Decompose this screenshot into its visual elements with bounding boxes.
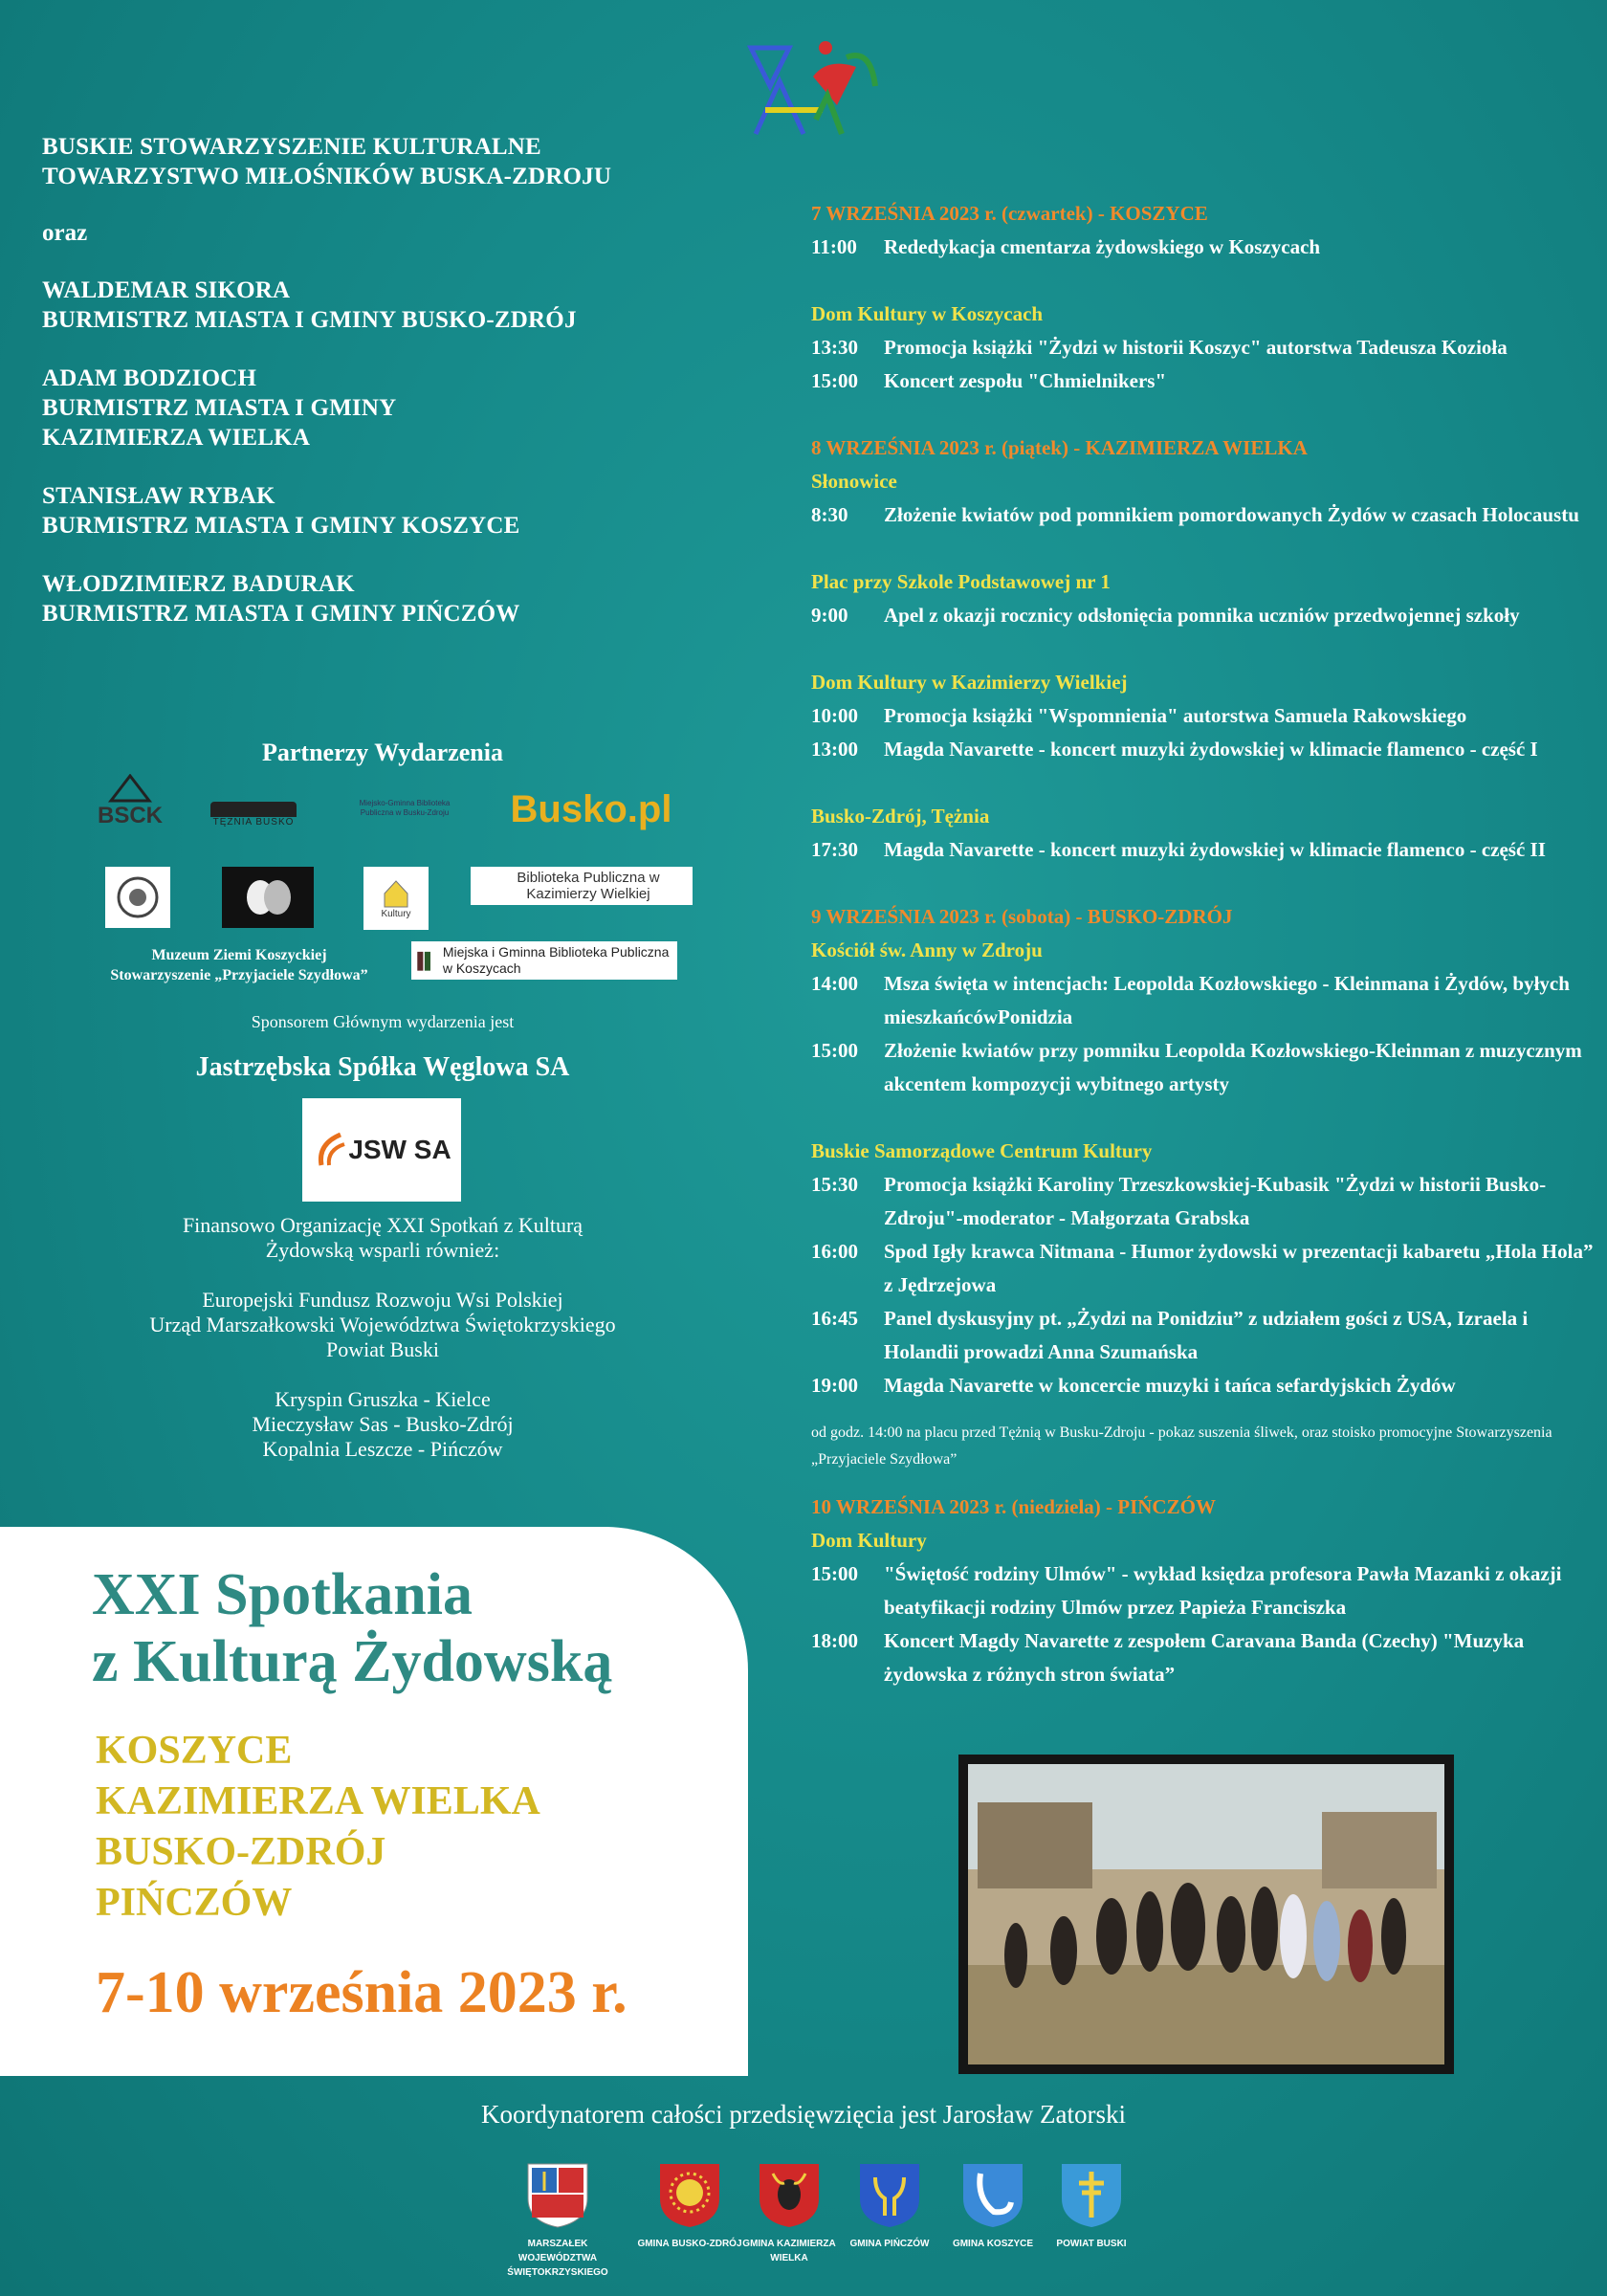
program-description: Złożenie kwiatów przy pomniku Leopolda Kozłowskiego-Kleinman z muzycznym akcentem kompozycji wybitnego artysty [884, 1039, 1582, 1095]
funding-list [77, 1213, 689, 1487]
program-entry [811, 1624, 1596, 1691]
oraz-label: oraz [42, 220, 88, 246]
swietokrzyskie-crest-icon [524, 2160, 591, 2229]
program-entry [811, 1235, 1596, 1302]
bsck-logo [92, 763, 168, 840]
day-heading: 7 WRZEŚNIA 2023 r. (czwartek) - KOSZYCE [811, 202, 1208, 225]
partners-title: Partnerzy Wydarzenia [262, 739, 503, 766]
spacer [811, 532, 1596, 565]
funding-block [77, 1387, 689, 1462]
busko-pl-logo [510, 784, 672, 834]
event-title [92, 1561, 742, 1695]
town: PIŃCZÓW [96, 1881, 293, 1925]
program-time: 14:00 [811, 972, 858, 995]
program-time: 9:00 [811, 604, 848, 627]
museum-crest-logo [105, 867, 170, 928]
program-time: 15:30 [811, 1173, 858, 1196]
program-description: Msza święta w intencjach: Leopolda Kozłowskiego - Kleinmana i Żydów, byłych mieszkańcówPonidzia [884, 972, 1570, 1028]
kazimierza-library-logo [471, 867, 693, 905]
teznia-logo [205, 792, 302, 836]
jsw-logo-text: JSW SA [348, 1135, 451, 1164]
program-description: "Świętość rodziny Ulmów" - wykład księdza profesora Pawła Mazanki z okazji beatyfikacji rodziny Ulmów przez Papieża Franciszka [884, 1562, 1562, 1619]
program-entry [811, 967, 1596, 1034]
venue-heading: Słonowice [811, 470, 897, 493]
program-time: 15:00 [811, 369, 858, 392]
venue-heading: Busko-Zdrój, Tężnia [811, 805, 990, 828]
program-description: Spod Igły krawca Nitmana - Humor żydowski w prezentacji kabaretu „Hola Hola” z Jędrzejowa [884, 1240, 1594, 1296]
program-time: 18:00 [811, 1629, 858, 1652]
towns-list [96, 1726, 670, 1929]
venue-heading: Buskie Samorządowe Centrum Kultury [811, 1139, 1153, 1162]
funding-line: Żydowską wsparli również: [265, 1238, 500, 1262]
program-description: Koncert Magdy Navarette z zespołem Caravana Banda (Czechy) "Muzyka żydowska z różnych stron świata” [884, 1629, 1525, 1686]
museum-caption-line: Muzeum Ziemi Koszyckiej [151, 947, 327, 963]
program-entry [811, 699, 1596, 733]
kazimierza-crest-icon [756, 2160, 823, 2229]
town: BUSKO-ZDRÓJ [96, 1830, 386, 1874]
program-time: 15:00 [811, 1039, 858, 1062]
organizers [42, 132, 769, 657]
organizer-line: BURMISTRZ MIASTA I GMINY [42, 395, 397, 421]
jsw-logo [302, 1098, 461, 1202]
organizer-line: WALDEMAR SIKORA [42, 277, 291, 303]
venue-heading: Kościół św. Anny w Zdroju [811, 938, 1043, 961]
program [811, 197, 1596, 1691]
program-entry [811, 1369, 1596, 1402]
program-entry [811, 1034, 1596, 1101]
event-title-line: z Kulturą Żydowską [92, 1629, 613, 1694]
town: KAZIMIERZA WIELKA [96, 1779, 540, 1823]
painting-image [958, 1755, 1454, 2074]
teznia-logo-text: TĘŻNIA BUSKO [212, 816, 295, 828]
program-description: Rededykacja cmentarza żydowskiego w Koszycach [884, 235, 1321, 258]
program-description: Złożenie kwiatów pod pomnikiem pomordowanych Żydów w czasach Holocaustu [884, 503, 1579, 526]
organizer-block [42, 132, 769, 191]
program-entry [811, 1557, 1596, 1624]
sponsor-name: Jastrzębska Spółka Węglowa SA [195, 1052, 570, 1082]
program-time: 10:00 [811, 704, 858, 727]
program-time: 16:45 [811, 1307, 858, 1330]
program-description: Promocja książki Karoliny Trzeszkowskiej-Kubasik "Żydzi w historii Busko-Zdroju"-moderator - Małgorzata Grabska [884, 1173, 1547, 1229]
busko-pl-logo-text: Busko.pl [510, 787, 672, 830]
organizer-block [42, 364, 769, 453]
program-entry [811, 331, 1596, 364]
busko-library-logo-text: Miejsko-Gminna Biblioteka Publiczna w Busku-Zdroju [359, 799, 451, 817]
bsck-logo-text: BSCK [97, 803, 163, 828]
program-description: Promocja książki "Żydzi w historii Koszyc" autorstwa Tadeusza Kozioła [884, 336, 1508, 359]
program-entry [811, 599, 1596, 632]
spacer [811, 1101, 1596, 1135]
program-time: 15:00 [811, 1562, 858, 1585]
program-entry [811, 833, 1596, 867]
spacer [811, 264, 1596, 298]
day-heading: 8 WRZEŚNIA 2023 r. (piątek) - KAZIMIERZA WIELKA [811, 436, 1308, 459]
funding-line: Finansowo Organizację XXI Spotkań z Kulturą [182, 1213, 583, 1237]
program-time: 17:30 [811, 838, 858, 861]
program-note: od godz. 14:00 na placu przed Tężnią w Busku-Zdroju - pokaz suszenia śliwek, oraz stoisko promocyjne Stowarzyszenia „Przyjaciele Szydłowa” [811, 1424, 1552, 1468]
crest-label: GMINA BUSKO-ZDRÓJ [637, 2239, 742, 2249]
organizer-line: TOWARZYSTWO MIŁOŚNIKÓW BUSKA-ZDROJU [42, 164, 612, 189]
festival-logo-icon [732, 29, 885, 144]
program-description: Panel dyskusyjny pt. „Żydzi na Ponidziu” z udziałem gości z USA, Izraela i Holandii prowadzi Anna Szumańska [884, 1307, 1529, 1363]
sponsor-intro: Sponsorem Głównym wydarzenia jest [251, 1012, 515, 1031]
event-dates: 7-10 września 2023 r. [96, 1960, 627, 2025]
spacer [811, 1473, 1596, 1490]
kultury-logo [363, 867, 429, 930]
funding-line: Kopalnia Leszcze - Pińczów [262, 1437, 503, 1461]
crest-label: MARSZAŁEK WOJEWÓDZTWA ŚWIĘTOKRZYSKIEGO [507, 2239, 608, 2278]
program-time: 13:00 [811, 738, 858, 761]
organizer-block [42, 276, 769, 335]
program-time: 19:00 [811, 1374, 858, 1397]
powiat-buski-crest-icon [1058, 2160, 1125, 2229]
program-description: Magda Navarette - koncert muzyki żydowskiej w klimacie flamenco - część II [884, 838, 1546, 861]
funding-line: Urząd Marszałkowski Województwa Świętokrzyskiego [149, 1313, 616, 1336]
organizer-line: ADAM BODZIOCH [42, 365, 257, 391]
busko-library-logo [356, 781, 453, 836]
program-entry [811, 1168, 1596, 1235]
museum-caption [67, 945, 411, 985]
funding-line: Europejski Fundusz Rozwoju Wsi Polskiej [202, 1288, 563, 1312]
program-description: Apel z okazji rocznicy odsłonięcia pomnika uczniów przedwojennej szkoły [884, 604, 1520, 627]
organizer-line: BURMISTRZ MIASTA I GMINY BUSKO-ZDRÓJ [42, 307, 577, 333]
funding-line: Mieczysław Sas - Busko-Zdrój [252, 1412, 514, 1436]
organizer-line: KAZIMIERZA WIELKA [42, 425, 311, 451]
koszyce-library-logo [411, 941, 677, 980]
theatre-mask-icon [239, 876, 297, 918]
venue-heading: Dom Kultury w Kazimierzy Wielkiej [811, 671, 1128, 694]
kultury-logo-text: Kultury [381, 908, 411, 919]
house-icon [382, 878, 410, 909]
program-description: Magda Navarette - koncert muzyki żydowskiej w klimacie flamenco - część I [884, 738, 1538, 761]
day-heading: 10 WRZEŚNIA 2023 r. (niedziela) - PIŃCZÓW [811, 1495, 1216, 1518]
program-time: 8:30 [811, 503, 848, 526]
jsw-flame-icon [312, 1131, 348, 1169]
kazimierza-library-logo-text: Biblioteka Publiczna w Kazimierzy Wielkiej [517, 870, 660, 902]
koszyce-crest-icon [959, 2160, 1026, 2229]
crest-label: POWIAT BUSKI [1056, 2239, 1127, 2249]
building-icon [210, 802, 297, 817]
program-entry [811, 231, 1596, 264]
organizer-line: BUSKIE STOWARZYSZENIE KULTURALNE [42, 134, 541, 160]
organizer-line: WŁODZIMIERZ BADURAK [42, 571, 355, 597]
coordinator-text: Koordynatorem całości przedsięwzięcia jest Jarosław Zatorski [481, 2100, 1126, 2129]
venue-heading: Dom Kultury [811, 1529, 927, 1552]
spacer [811, 632, 1596, 666]
koszyce-library-logo-text: Miejska i Gminna Biblioteka Publiczna w Koszycach [442, 944, 670, 976]
program-entry [811, 733, 1596, 766]
venue-heading: Plac przy Szkole Podstawowej nr 1 [811, 570, 1111, 593]
organizer-block [42, 569, 769, 629]
organizer-line: BURMISTRZ MIASTA I GMINY PIŃCZÓW [42, 601, 520, 627]
program-time: 13:30 [811, 336, 858, 359]
spacer [811, 1402, 1596, 1420]
program-description: Promocja książki "Wspomnienia" autorstwa Samuela Rakowskiego [884, 704, 1467, 727]
program-entry [811, 498, 1596, 532]
organizer-block [42, 481, 769, 541]
painting [958, 1755, 1454, 2074]
event-title-line: XXI Spotkania [92, 1562, 473, 1627]
crest-label: GMINA PIŃCZÓW [849, 2239, 930, 2249]
program-description: Koncert zespołu "Chmielnikers" [884, 369, 1167, 392]
spacer [811, 398, 1596, 431]
crest-label: GMINA KOSZYCE [952, 2239, 1034, 2249]
busko-crest-icon [656, 2160, 723, 2229]
spacer [811, 867, 1596, 900]
program-entry [811, 1302, 1596, 1369]
program-time: 16:00 [811, 1240, 858, 1263]
venue-heading: Dom Kultury w Koszycach [811, 302, 1044, 325]
funding-line: Kryspin Gruszka - Kielce [275, 1387, 491, 1411]
funding-line: Powiat Buski [326, 1337, 439, 1361]
sun-icon [106, 774, 154, 803]
organizer-line: BURMISTRZ MIASTA I GMINY KOSZYCE [42, 513, 520, 539]
museum-caption-line: Stowarzyszenie „Przyjaciele Szydłowa” [110, 967, 368, 983]
spacer [811, 766, 1596, 800]
funding-block [77, 1288, 689, 1362]
program-description: Magda Navarette w koncercie muzyki i tańca sefardyjskich Żydów [884, 1374, 1456, 1397]
museum-crest-icon [117, 876, 159, 918]
books-icon [415, 945, 437, 976]
town: KOSZYCE [96, 1729, 293, 1773]
theatre-mask-logo [222, 867, 314, 928]
day-heading: 9 WRZEŚNIA 2023 r. (sobota) - BUSKO-ZDRÓJ [811, 905, 1233, 928]
crest-label: GMINA KAZIMIERZA WIELKA [742, 2239, 836, 2263]
program-entry [811, 364, 1596, 398]
pinczow-crest-icon [856, 2160, 923, 2229]
program-time: 11:00 [811, 235, 857, 258]
funding-block [77, 1213, 689, 1263]
organizer-line: STANISŁAW RYBAK [42, 483, 275, 509]
